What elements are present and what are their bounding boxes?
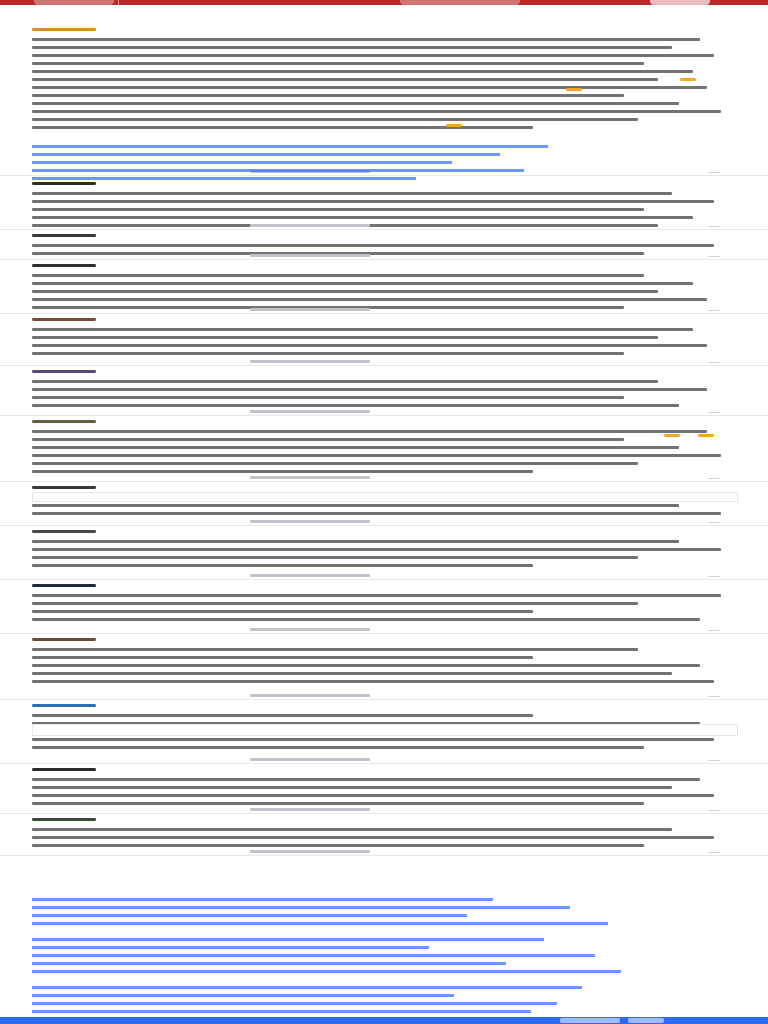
text-line [32, 46, 672, 49]
footer-related-link[interactable] [32, 994, 454, 997]
continue-reading-link[interactable] [250, 520, 370, 523]
continue-button[interactable] [560, 1018, 620, 1023]
signup-bottom-bar [0, 1017, 768, 1024]
text-line [32, 344, 707, 347]
continue-reading-link[interactable] [250, 360, 370, 363]
avatar[interactable] [32, 234, 96, 237]
quoted-text-box [32, 492, 738, 502]
answer-options-icon[interactable] [708, 172, 720, 173]
author-name[interactable] [112, 528, 472, 536]
answer-card [0, 368, 768, 416]
text-line [32, 290, 658, 293]
answer-options-icon[interactable] [708, 362, 720, 363]
text-line [32, 200, 714, 203]
text-line [32, 352, 624, 355]
text-line [32, 844, 644, 847]
text-line [32, 380, 658, 383]
answer-card [0, 484, 768, 526]
author-name[interactable] [112, 262, 472, 270]
close-button[interactable] [628, 1018, 664, 1023]
text-line [32, 802, 644, 805]
text-line [32, 118, 638, 121]
author-credential [476, 316, 716, 324]
continue-reading-link[interactable] [250, 308, 370, 311]
answer-text-lines [32, 540, 728, 572]
text-line [32, 648, 638, 651]
avatar[interactable] [32, 28, 96, 31]
answer-text-lines [32, 192, 728, 232]
highlight-mark [664, 434, 680, 437]
answer-options-icon[interactable] [708, 696, 720, 697]
author-credential [476, 484, 716, 492]
author-credential [476, 26, 716, 34]
footer-related-link[interactable] [32, 1002, 557, 1005]
text-line [32, 298, 707, 301]
footer-related-link[interactable] [32, 946, 429, 949]
text-line [32, 94, 624, 97]
nav-separator [118, 0, 119, 5]
highlight-mark [566, 88, 582, 91]
continue-reading-link[interactable] [250, 254, 370, 257]
text-line [32, 336, 658, 339]
avatar[interactable] [32, 768, 96, 771]
author-credential [476, 636, 716, 644]
text-line [32, 396, 624, 399]
answer-card [0, 316, 768, 366]
text-line [32, 656, 533, 659]
author-credential [476, 232, 716, 240]
highlight-mark [446, 124, 462, 127]
author-name[interactable] [112, 766, 472, 774]
text-line [32, 62, 644, 65]
text-line [32, 556, 638, 559]
answer-text-lines [32, 648, 728, 688]
avatar[interactable] [32, 370, 96, 373]
author-credential [476, 582, 716, 590]
text-line [32, 672, 672, 675]
text-line [32, 548, 721, 551]
footer-related-link[interactable] [32, 906, 570, 909]
sign-in-button[interactable] [650, 0, 710, 5]
answer-options-icon[interactable] [708, 412, 720, 413]
continue-reading-link[interactable] [250, 574, 370, 577]
text-line [32, 680, 714, 683]
text-line [32, 836, 714, 839]
avatar[interactable] [32, 584, 96, 587]
author-credential [476, 528, 716, 536]
answer-options-icon[interactable] [708, 852, 720, 853]
footer-related-link[interactable] [32, 938, 544, 941]
related-question-link[interactable] [32, 161, 452, 164]
text-line [32, 618, 700, 621]
avatar[interactable] [32, 818, 96, 821]
continue-reading-link[interactable] [250, 758, 370, 761]
text-line [32, 70, 693, 73]
text-line [32, 602, 638, 605]
text-line [32, 746, 644, 749]
author-name[interactable] [112, 582, 472, 590]
answer-text-lines [32, 274, 728, 314]
author-name[interactable] [112, 316, 472, 324]
highlight-mark [698, 434, 714, 437]
related-questions-footer [32, 888, 672, 1018]
footer-related-link[interactable] [32, 978, 480, 981]
text-line [32, 244, 714, 247]
answer-card [0, 180, 768, 230]
answer-options-icon[interactable] [708, 576, 720, 577]
related-question-link[interactable] [32, 169, 524, 172]
author-credential [476, 418, 716, 426]
answer-text-lines [32, 430, 728, 478]
answer-card [0, 636, 768, 700]
text-line [32, 282, 693, 285]
text-line [32, 512, 721, 515]
author-credential [476, 368, 716, 376]
text-line [32, 86, 707, 89]
author-name[interactable] [112, 702, 472, 710]
author-credential [476, 262, 716, 270]
text-line [32, 208, 644, 211]
continue-reading-link[interactable] [250, 850, 370, 853]
continue-reading-link[interactable] [250, 476, 370, 479]
answer-options-icon[interactable] [708, 226, 720, 227]
author-name[interactable] [112, 26, 472, 34]
footer-related-link[interactable] [32, 914, 467, 917]
top-navigation-bar [0, 0, 768, 5]
author-name[interactable] [112, 418, 472, 426]
footer-related-link[interactable] [32, 898, 493, 901]
avatar[interactable] [32, 264, 96, 267]
author-name[interactable] [112, 484, 472, 492]
answer-text-lines [32, 38, 728, 134]
text-line [32, 38, 700, 41]
author-name[interactable] [112, 636, 472, 644]
footer-related-link[interactable] [32, 954, 595, 957]
footer-related-link[interactable] [32, 986, 582, 989]
author-name[interactable] [112, 232, 472, 240]
answer-card [0, 232, 768, 260]
footer-related-link[interactable] [32, 922, 608, 925]
text-line [32, 714, 533, 717]
text-line [32, 388, 707, 391]
related-question-link[interactable] [32, 153, 500, 156]
text-line [32, 786, 672, 789]
answer-text-lines [32, 328, 728, 360]
text-line [32, 102, 679, 105]
text-line [32, 216, 693, 219]
answer-text-lines [32, 244, 728, 260]
text-line [32, 192, 672, 195]
text-line [32, 540, 679, 543]
related-question-link[interactable] [32, 145, 548, 148]
text-line [32, 504, 679, 507]
highlight-mark [680, 78, 696, 81]
author-name[interactable] [112, 816, 472, 824]
text-line [32, 430, 707, 433]
continue-reading-link[interactable] [250, 628, 370, 631]
author-credential [476, 702, 716, 710]
text-line [32, 738, 714, 741]
bottom-bar-text [34, 1017, 454, 1024]
answer-options-icon[interactable] [708, 760, 720, 761]
text-line [32, 594, 721, 597]
answer-text-lines [32, 778, 728, 810]
answer-options-icon[interactable] [708, 256, 720, 257]
continue-reading-link[interactable] [250, 410, 370, 413]
answer-thread [0, 26, 768, 856]
footer-related-link[interactable] [32, 1010, 531, 1013]
avatar[interactable] [32, 486, 96, 489]
text-line [32, 462, 638, 465]
footer-related-link[interactable] [32, 970, 621, 973]
answer-text-lines [32, 828, 728, 852]
answer-card [0, 766, 768, 814]
text-line [32, 404, 679, 407]
continue-reading-link[interactable] [250, 224, 370, 227]
text-line [32, 794, 714, 797]
continue-reading-link[interactable] [250, 808, 370, 811]
answer-card [0, 528, 768, 580]
text-line [32, 778, 700, 781]
text-line [32, 110, 721, 113]
continue-reading-link[interactable] [250, 694, 370, 697]
author-credential [476, 816, 716, 824]
answer-text-lines [32, 594, 728, 626]
quoted-text-box [32, 724, 738, 736]
related-question-link[interactable] [32, 177, 416, 180]
text-line [32, 54, 714, 57]
answer-card [0, 262, 768, 314]
author-credential [476, 766, 716, 774]
related-questions [32, 140, 632, 185]
answer-card [0, 816, 768, 856]
search-input[interactable] [400, 0, 520, 5]
answer-options-icon[interactable] [708, 522, 720, 523]
text-line [32, 564, 533, 567]
answer-options-icon[interactable] [708, 310, 720, 311]
avatar[interactable] [32, 530, 96, 533]
text-line [32, 828, 672, 831]
footer-related-heading [32, 888, 672, 894]
avatar[interactable] [32, 318, 96, 321]
avatar[interactable] [32, 638, 96, 641]
text-line [32, 328, 693, 331]
avatar[interactable] [32, 420, 96, 423]
text-line [32, 446, 679, 449]
author-name[interactable] [112, 368, 472, 376]
footer-related-link[interactable] [32, 930, 518, 933]
answer-text-lines [32, 380, 728, 412]
answer-options-icon[interactable] [708, 810, 720, 811]
answer-options-icon[interactable] [708, 478, 720, 479]
text-line [32, 664, 700, 667]
footer-related-link[interactable] [32, 962, 506, 965]
logo[interactable] [34, 0, 114, 5]
text-line [32, 438, 624, 441]
answer-options-icon[interactable] [708, 630, 720, 631]
text-line [32, 470, 533, 473]
text-line [32, 610, 533, 613]
avatar[interactable] [32, 704, 96, 707]
text-line [32, 78, 658, 81]
answer-card [0, 418, 768, 482]
text-line [32, 274, 644, 277]
answer-card [0, 582, 768, 634]
text-line [32, 454, 721, 457]
